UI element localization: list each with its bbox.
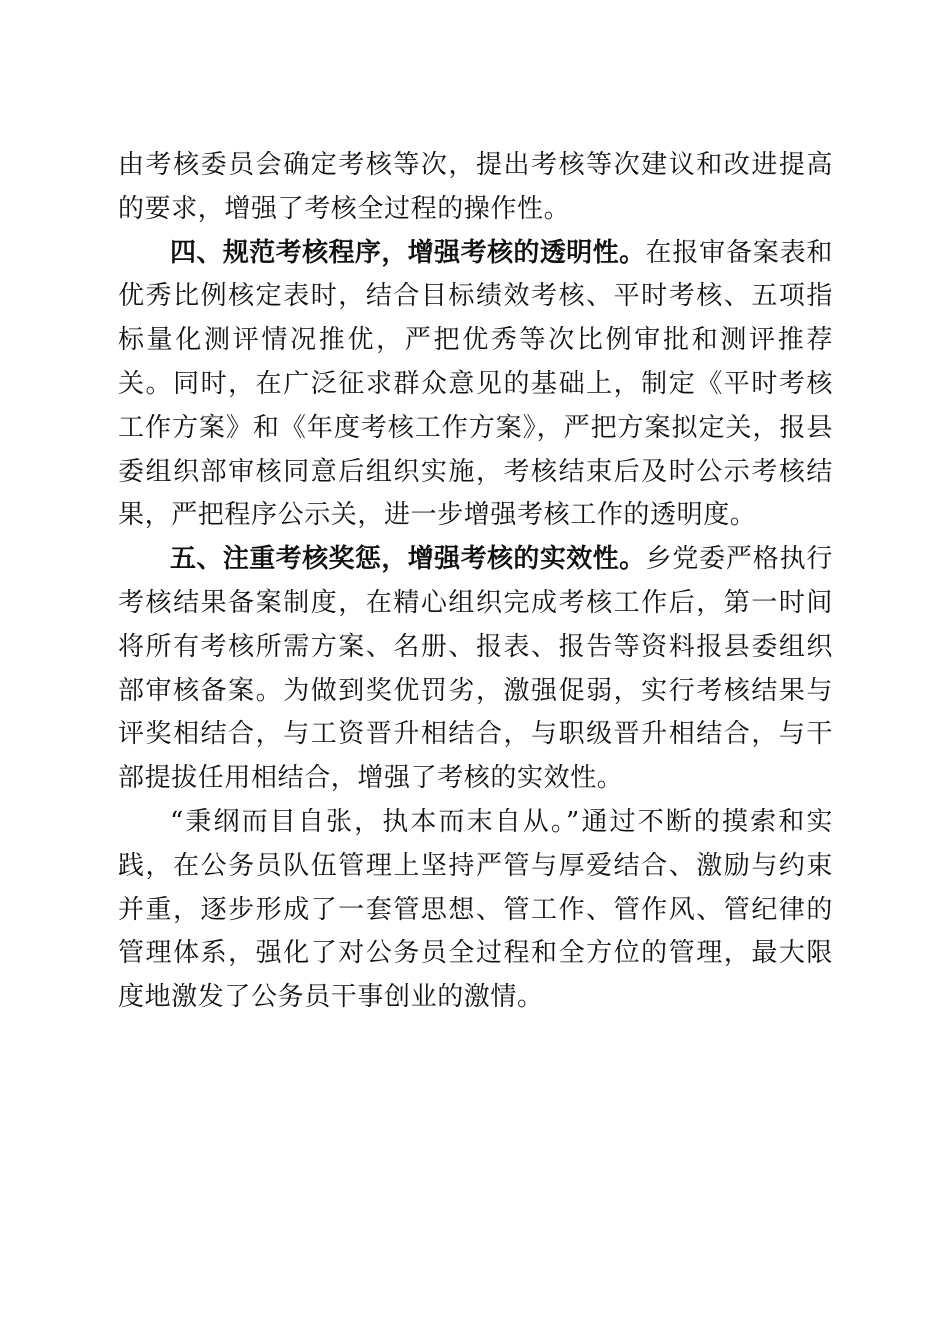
continuation-paragraph: 由考核委员会确定考核等次，提出考核等次建议和改进提高的要求，增强了考核全过程的操作性。 <box>118 150 833 224</box>
section-4-paragraph <box>118 232 833 539</box>
section-4-body: 在报审备案表和优秀比例核定表时，结合目标绩效考核、平时考核、五项指标量化测评情况推优，严把优秀等次比例审批和测评推荐关。同时，在广泛征求群众意见的基础上，制定《平时考核工作方案》和《年度考核工作方案》，严把方案拟定关，报县委组织部审核同意后组织实施，考核结束后及时公示考核结果，严把程序公示关，进一步增强考核工作的透明度。 <box>118 237 833 531</box>
document-body <box>118 144 833 1020</box>
section-5-heading: 五、注重考核奖惩，增强考核的实效性。 <box>170 544 646 575</box>
section-4-heading: 四、规范考核程序，增强考核的透明性。 <box>170 237 646 268</box>
section-5-body: 乡党委严格执行考核结果备案制度，在精心组织完成考核工作后，第一时间将所有考核所需方案、名册、报表、报告等资料报县委组织部审核备案。为做到奖优罚劣，激强促弱，实行考核结果与评奖相结合，与工资晋升相结合，与职级晋升相结合，与干部提拔任用相结合，增强了考核的实效性。 <box>118 544 833 794</box>
section-5-paragraph <box>118 538 833 801</box>
conclusion-paragraph: “秉纲而目自张，执本而末自从。”通过不断的摸索和实践，在公务员队伍管理上坚持严管与厚爱结合、激励与约束并重，逐步形成了一套管思想、管工作、管作风、管纪律的管理体系，强化了对公务员全过程和全方位的管理，最大限度地激发了公务员干事创业的激情。 <box>118 806 833 1013</box>
